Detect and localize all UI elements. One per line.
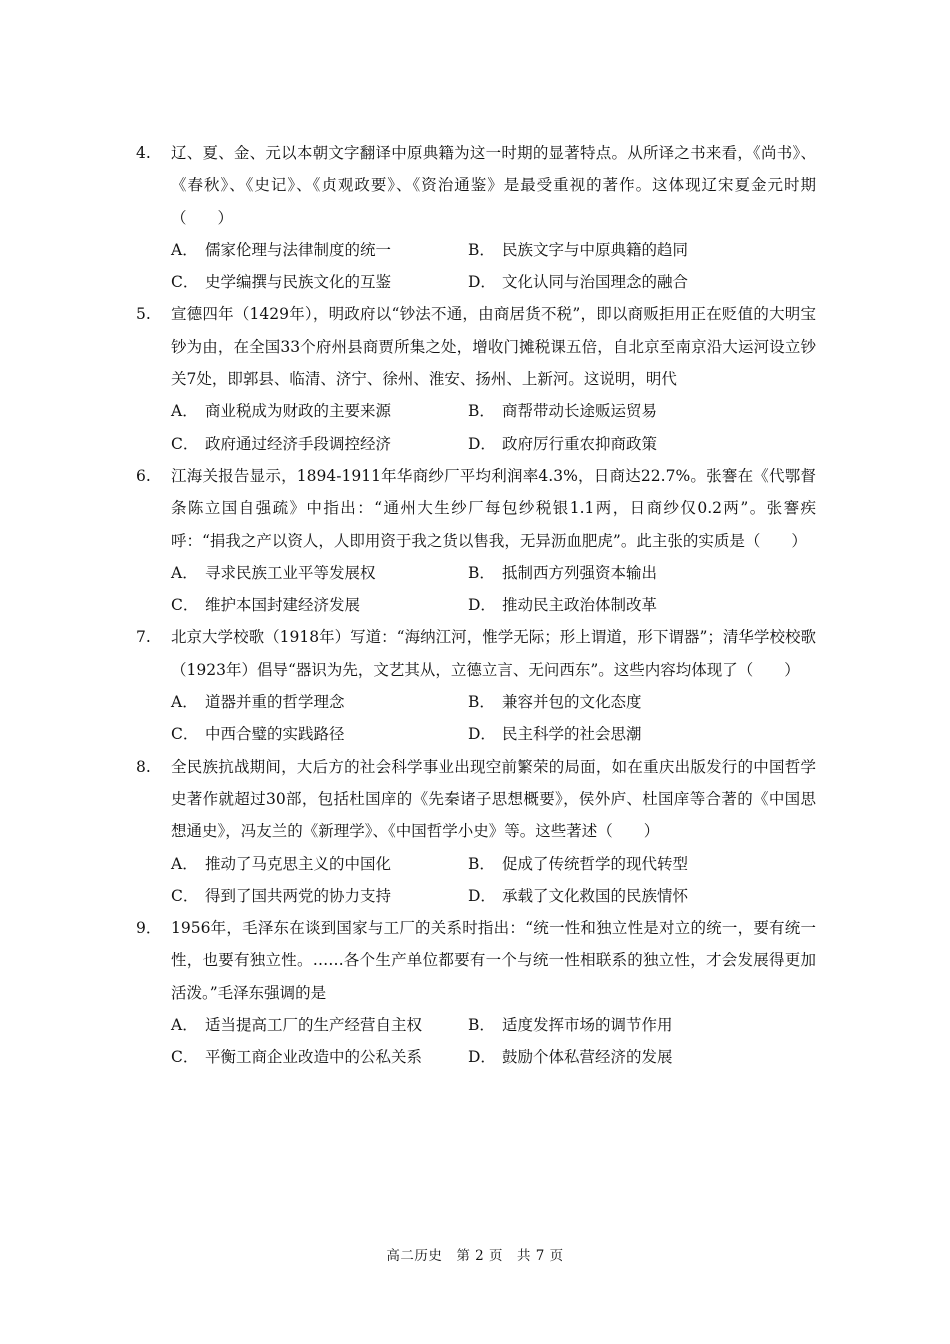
option-b[interactable]: B． 商帮带动长途贩运贸易 (468, 402, 658, 421)
option-a[interactable]: A． 儒家伦理与法律制度的统一 (171, 240, 392, 259)
option-a[interactable]: A． 推动了马克思主义的中国化 (171, 854, 392, 873)
question-stem: 辽、夏、金、元以本朝文字翻译中原典籍为这一时期的显著特点。从所译之书来看，《尚书》、《春秋》、《史记》、《贞观政要》、《资治通鉴》是最受重视的著作。这体现辽宋夏金元时期（ ） (171, 144, 816, 227)
option-d[interactable]: D． 推动民主政治体制改革 (468, 596, 658, 615)
option-d[interactable]: D． 鼓励个体私营经济的发展 (468, 1048, 673, 1067)
option-d[interactable]: D． 民主科学的社会思潮 (468, 725, 642, 744)
option-b[interactable]: B． 民族文字与中原典籍的趋同 (468, 240, 689, 259)
question-number: 5. (136, 305, 151, 324)
option-d[interactable]: D． 承载了文化救国的民族情怀 (468, 886, 689, 905)
question-6 (136, 460, 816, 621)
option-list (136, 686, 816, 751)
option-a[interactable]: A． 商业税成为财政的主要来源 (171, 402, 392, 421)
option-b[interactable]: B． 适度发挥市场的调节作用 (468, 1016, 673, 1035)
question-stem: 全民族抗战期间，大后方的社会科学事业出现空前繁荣的局面，如在重庆出版发行的中国哲学史著作就超过30部，包括杜国庠的《先秦诸子思想概要》，侯外庐、杜国庠等合著的《中国思想通史》，冯友兰的《新理学》、《中国哲学小史》等。这些著述（ ） (171, 757, 816, 841)
question-7 (136, 621, 816, 750)
option-a[interactable]: A． 道器并重的哲学理念 (171, 693, 345, 712)
question-4 (136, 137, 816, 298)
question-number: 8. (136, 757, 151, 776)
option-list (136, 557, 816, 622)
option-c[interactable]: C． 得到了国共两党的协力支持 (171, 886, 392, 905)
option-d[interactable]: D． 政府厉行重农抑商政策 (468, 434, 658, 453)
option-list (136, 848, 816, 913)
option-b[interactable]: B． 促成了传统哲学的现代转型 (468, 854, 689, 873)
option-b[interactable]: B． 抵制西方列强资本输出 (468, 563, 658, 582)
option-b[interactable]: B． 兼容并包的文化态度 (468, 693, 642, 712)
option-list (136, 234, 816, 299)
page-footer: 高二历史 第 2 页 共 7 页 (386, 1248, 564, 1264)
option-c[interactable]: C． 维护本国封建经济发展 (171, 596, 361, 615)
question-list (136, 137, 816, 1074)
option-c[interactable]: C． 中西合璧的实践路径 (171, 725, 345, 744)
option-c[interactable]: C． 平衡工商企业改造中的公私关系 (171, 1048, 423, 1067)
question-number: 9． (136, 919, 162, 938)
option-c[interactable]: C． 政府通过经济手段调控经济 (171, 434, 392, 453)
question-number: 7. (136, 628, 151, 647)
option-list (136, 1009, 816, 1074)
option-a[interactable]: A． 寻求民族工业平等发展权 (171, 563, 376, 582)
option-list (136, 395, 816, 460)
option-c[interactable]: C． 史学编撰与民族文化的互鉴 (171, 273, 392, 292)
question-number: 4. (136, 144, 151, 162)
option-a[interactable]: A． 适当提高工厂的生产经营自主权 (171, 1016, 423, 1035)
question-5 (136, 298, 816, 459)
question-8 (136, 751, 816, 912)
question-number: 6. (136, 466, 151, 485)
question-stem: 北京大学校歌（1918年）写道：“海纳江河，惟学无际；形上谓道，形下谓器”；清华学校校歌（1923年）倡导“器识为先，文艺其从，立德立言、无问西东”。这些内容均体现了（ ） (171, 628, 816, 679)
question-stem: 江海关报告显示，1894-1911年华商纱厂平均利润率4.3%，日商达22.7%。张謇在《代鄂督条陈立国自强疏》中指出：“通州大生纱厂每包纱税银1.1两，日商纱仅0.2两”。张謇疾呼：“捐我之产以资人，人即用资于我之货以售我，无异沥血肥虎”。此主张的实质是（ ） (171, 466, 816, 550)
option-d[interactable]: D． 文化认同与治国理念的融合 (468, 273, 689, 292)
question-stem: 1956年，毛泽东在谈到国家与工厂的关系时指出：“统一性和独立性是对立的统一，要有统一性，也要有独立性。……各个生产单位都要有一个与统一性相联系的独立性，才会发展得更加活泼。”毛泽东强调的是 (171, 919, 816, 1002)
question-9 (136, 912, 816, 1073)
question-stem: 宣德四年（1429年），明政府以“钞法不通，由商居货不税”，即以商贩拒用正在贬值的大明宝钞为由，在全国33个府州县商贾所集之处，增收门摊税课五倍，自北京至南京沿大运河设立钞关7处，即郭县、临清、济宁、徐州、淮安、扬州、上新河。这说明，明代 (171, 305, 816, 389)
